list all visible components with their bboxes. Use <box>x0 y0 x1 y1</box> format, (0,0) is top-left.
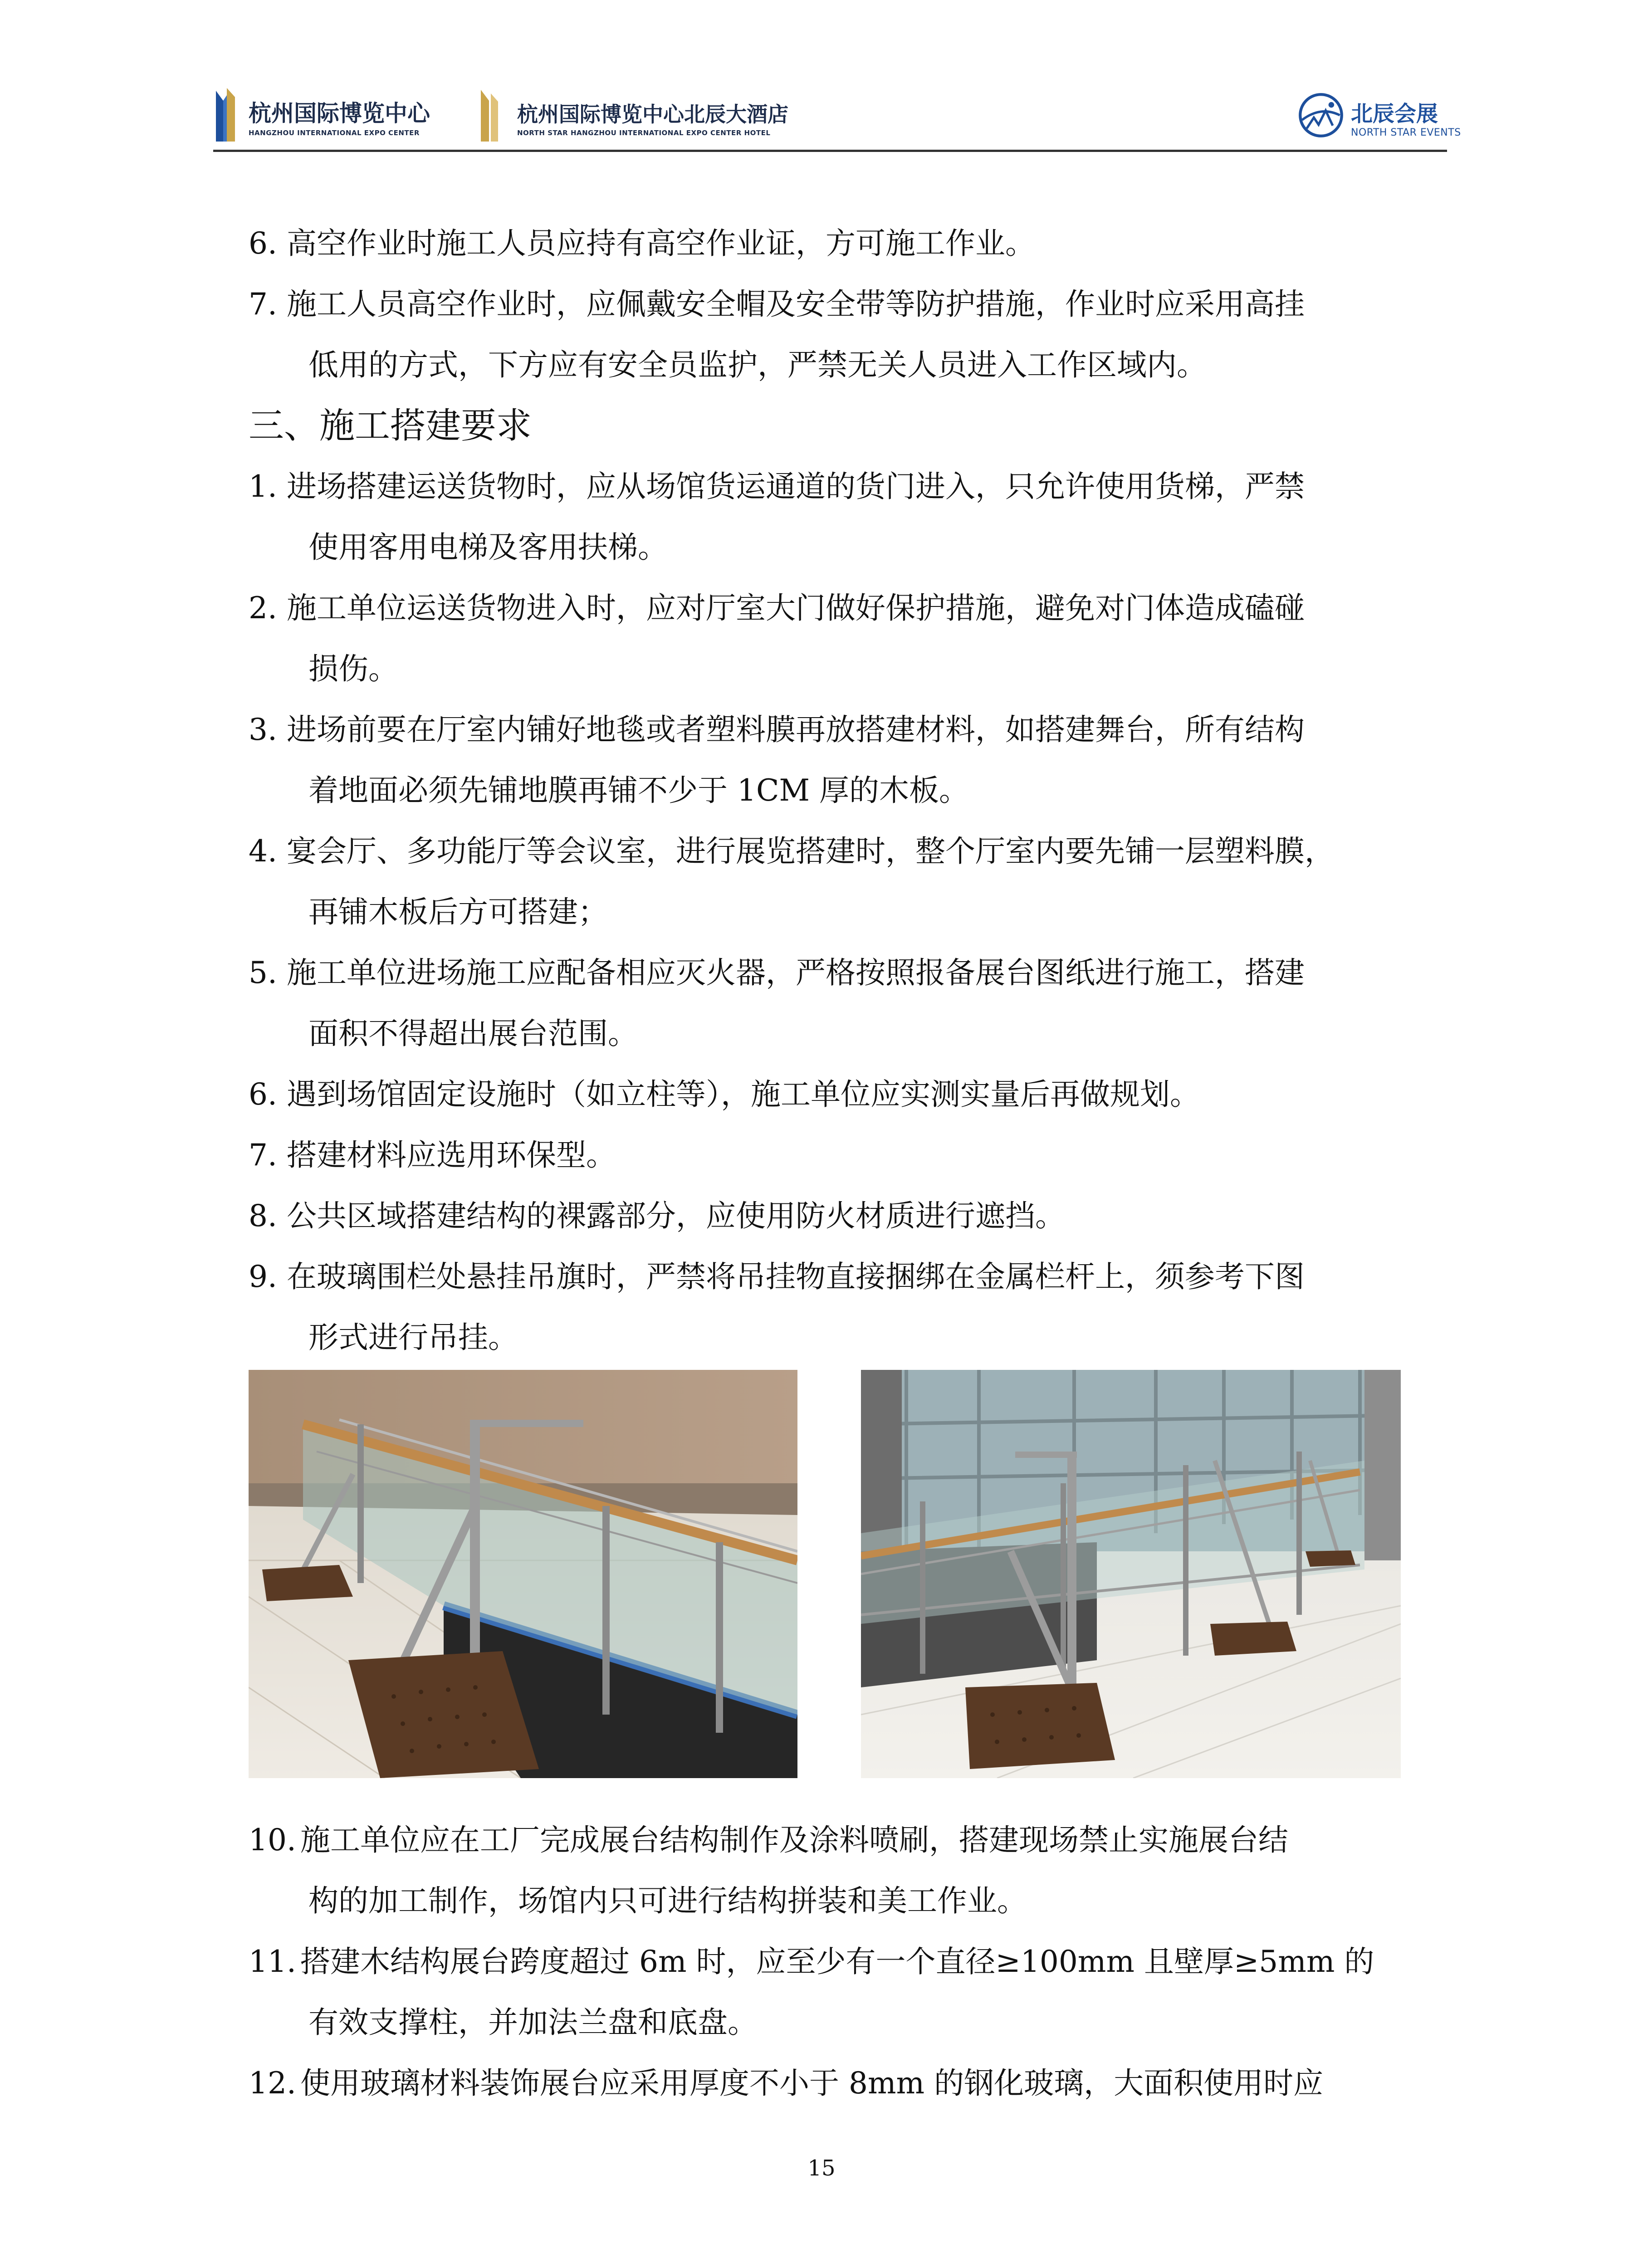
item-text-continued: 着地面必须先铺地膜再铺不少于 1CM 厚的木板。 <box>308 773 969 808</box>
item-number: 2. <box>249 591 277 626</box>
item-text: 宴会厅、多功能厅等会议室，进行展览搭建时，整个厅室内要先铺一层塑料膜， <box>287 834 1335 869</box>
item-text: 高空作业时施工人员应持有高空作业证，方可施工作业。 <box>287 226 1035 261</box>
logo3-english-name: NORTH STAR EVENTS <box>1351 127 1461 138</box>
logo-north-star-events <box>1297 85 1461 147</box>
item-text-continued: 损伤。 <box>308 651 398 686</box>
document-body <box>249 213 1410 1368</box>
item-text-continued: 低用的方式，下方应有安全员监护，严禁无关人员进入工作区域内。 <box>308 347 1207 382</box>
list-item <box>249 1125 1410 1186</box>
list-item <box>249 274 1410 396</box>
item-text-continued: 有效支撑柱，并加法兰盘和底盘。 <box>308 2005 758 2040</box>
item-text: 搭建材料应选用环保型。 <box>287 1138 616 1173</box>
list-item <box>249 2053 1410 2114</box>
item-text: 进场前要在厅室内铺好地毯或者塑料膜再放搭建材料，如搭建舞台，所有结构 <box>287 712 1305 747</box>
north-star-events-globe-icon <box>1297 92 1345 139</box>
item-number: 9. <box>249 1259 277 1294</box>
item-text-continued: 再铺木板后方可搭建； <box>308 894 608 929</box>
list-item <box>249 578 1410 699</box>
item-text-continued: 使用客用电梯及客用扶梯。 <box>308 530 668 565</box>
item-number: 1. <box>249 469 277 504</box>
section-heading: 三、施工搭建要求 <box>249 406 532 446</box>
item-text: 施工单位应在工厂完成展台结构制作及涂料喷刷，搭建现场禁止实施展台结 <box>300 1823 1288 1857</box>
item-text: 施工单位运送货物进入时，应对厅室大门做好保护措施，避免对门体造成磕碰 <box>287 591 1305 626</box>
logo3-chinese-name: 北辰会展 <box>1351 101 1438 127</box>
list-item <box>249 943 1410 1064</box>
list-item <box>249 1931 1410 2053</box>
logo1-english-name: HANGZHOU INTERNATIONAL EXPO CENTER <box>249 129 420 137</box>
list-item <box>249 213 1410 274</box>
item-number: 10. <box>249 1823 296 1857</box>
item-number: 4. <box>249 834 277 869</box>
list-item <box>249 1810 1410 1931</box>
logo1-chinese-name: 杭州国际博览中心 <box>249 100 430 127</box>
list-item <box>249 456 1410 578</box>
document-body-continued <box>249 1810 1410 2114</box>
item-number: 7. <box>249 1138 277 1173</box>
item-number: 7. <box>249 287 277 322</box>
item-text-continued: 构的加工制作，场馆内只可进行结构拼装和美工作业。 <box>308 1883 1027 1918</box>
logo-north-star-hotel <box>477 85 885 147</box>
item-number: 6. <box>249 1077 277 1112</box>
hotel-logo-mark-icon <box>477 87 504 143</box>
item-text: 进场搭建运送货物时，应从场馆货运通道的货门进入，只允许使用货梯，严禁 <box>287 469 1305 504</box>
item-text-continued: 面积不得超出展台范围。 <box>308 1016 638 1051</box>
list-item <box>249 1186 1410 1246</box>
railing-photo-right <box>861 1370 1401 1778</box>
item-text: 使用玻璃材料装饰展台应采用厚度不小于 8mm 的钢化玻璃，大面积使用时应 <box>300 2066 1324 2101</box>
item-text: 施工人员高空作业时，应佩戴安全帽及安全带等防护措施，作业时应采用高挂 <box>287 287 1305 322</box>
item-text: 公共区域搭建结构的裸露部分，应使用防火材质进行遮挡。 <box>287 1198 1065 1233</box>
item-number: 11. <box>249 1944 296 1979</box>
item-text: 搭建木结构展台跨度超过 6m 时，应至少有一个直径≥100mm 且壁厚≥5mm 的 <box>300 1944 1374 1979</box>
list-item <box>249 1246 1410 1368</box>
logo-hangzhou-expo <box>213 85 467 147</box>
item-text: 施工单位进场施工应配备相应灭火器，严格按照报备展台图纸进行施工，搭建 <box>287 955 1305 990</box>
page-header <box>213 85 1461 153</box>
item-text: 在玻璃围栏处悬挂吊旗时，严禁将吊挂物直接捆绑在金属栏杆上，须参考下图 <box>287 1259 1305 1294</box>
header-divider <box>213 150 1447 152</box>
item-number: 3. <box>249 712 277 747</box>
list-item <box>249 821 1410 943</box>
railing-photos <box>249 1370 1405 1778</box>
item-number: 5. <box>249 955 277 990</box>
item-number: 8. <box>249 1198 277 1233</box>
list-item <box>249 699 1410 821</box>
item-text: 遇到场馆固定设施时（如立柱等），施工单位应实测实量后再做规划。 <box>287 1077 1200 1112</box>
item-number: 12. <box>249 2066 296 2101</box>
expo-logo-mark-icon <box>213 87 240 143</box>
railing-photo-left <box>249 1370 797 1778</box>
list-item <box>249 1064 1410 1125</box>
item-number: 6. <box>249 226 277 261</box>
item-text-continued: 形式进行吊挂。 <box>308 1320 518 1355</box>
page-number: 15 <box>807 2156 836 2181</box>
logo2-english-name: NORTH STAR HANGZHOU INTERNATIONAL EXPO CENTER HOTEL <box>517 129 771 137</box>
logo2-chinese-name: 杭州国际博览中心北辰大酒店 <box>517 102 788 127</box>
